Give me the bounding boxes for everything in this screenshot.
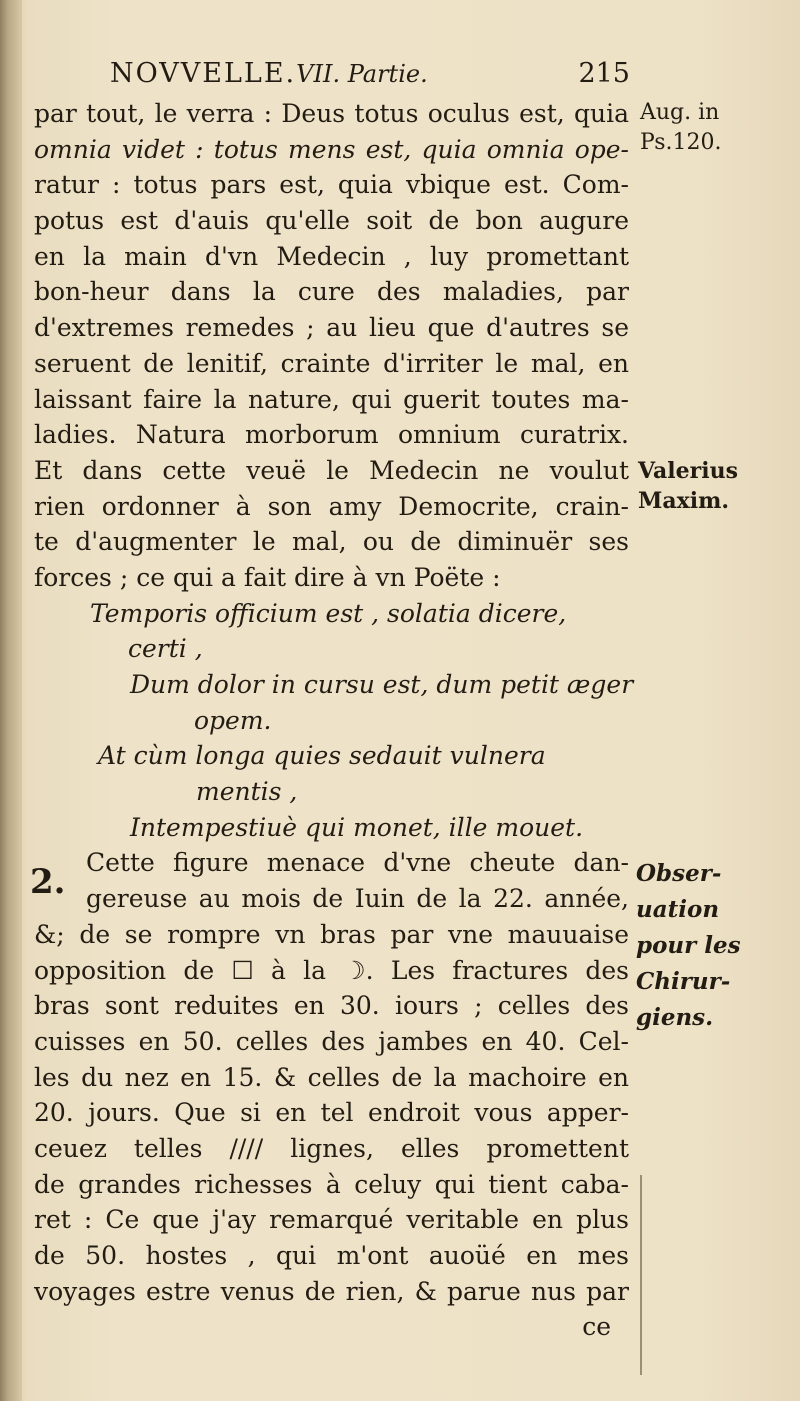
running-header xyxy=(110,58,630,98)
text-line: cuisses en 50. celles des jambes en 40. Cel- xyxy=(34,1026,629,1056)
text-line: rien ordonner à son amy Democrite, crain- xyxy=(34,491,629,521)
text-line: en la main d'vn Medecin , luy promettant xyxy=(34,241,629,271)
text-line: bon-heur dans la cure des maladies, par xyxy=(34,277,629,307)
margin-note-line: Maxim. xyxy=(638,488,730,514)
margin-note-line: giens. xyxy=(636,1004,714,1031)
text-line: opposition de ☐ à la ☽. Les fractures des xyxy=(34,955,629,985)
margin-note-line: uation xyxy=(636,896,720,923)
running-part: VII. Partie. xyxy=(296,60,428,88)
text-line: bras sont reduites en 30. iours ; celles des xyxy=(34,991,629,1021)
verse-line: opem. xyxy=(194,705,272,735)
text-line: ret : Ce que j'ay remarqué veritable en plus xyxy=(34,1205,629,1235)
margin-note-valerius xyxy=(638,456,738,516)
margin-note-line: pour les xyxy=(636,932,741,959)
verse-line: Dum dolor in cursu est, dum petit æger xyxy=(130,670,634,699)
catchword: ce xyxy=(582,1312,611,1342)
verse-line: certi , xyxy=(128,634,203,664)
book-gutter xyxy=(0,0,22,1401)
text-line: gereuse au mois de Iuin de la 22. année, xyxy=(86,884,629,914)
margin-note-line: Ps.120. xyxy=(640,130,722,155)
section-number: 2. xyxy=(30,862,66,902)
text-line: seruent de lenitif, crainte d'irriter le mal, en xyxy=(34,348,629,378)
text-line: potus est d'auis qu'elle soit de bon augure xyxy=(34,206,629,236)
text-line: les du nez en 15. & celles de la machoire en xyxy=(34,1062,629,1092)
text-line: 20. jours. Que si en tel endroit vous apper- xyxy=(34,1098,629,1128)
margin-note-observation xyxy=(636,856,741,1036)
text-line: ladies. Natura morborum omnium curatrix. xyxy=(34,420,629,450)
text-line: Et dans cette veuë le Medecin ne voulut xyxy=(34,455,629,485)
text-line: de 50. hostes , qui m'ont auoüé en mes xyxy=(34,1241,629,1270)
verse-line: Intempestiuè qui monet, ille mouet. xyxy=(130,812,584,842)
running-title-text: NOVVELLE. xyxy=(110,58,297,89)
text-line: par tout, le verra : Deus totus oculus est, quia xyxy=(34,99,629,128)
main-text-block xyxy=(34,96,634,1345)
running-title xyxy=(110,58,428,89)
margin-note-augustine xyxy=(640,98,721,158)
margin-note-line: Obser- xyxy=(636,860,722,887)
margin-note-line: Aug. in xyxy=(640,100,720,125)
text-line: d'extremes remedes ; au lieu que d'autres se xyxy=(34,313,629,343)
text-line: ratur : totus pars est, quia vbique est. Com- xyxy=(34,170,629,200)
text-line: Cette figure menace d'vne cheute dan- xyxy=(86,848,629,878)
margin-note-line: Chirur- xyxy=(636,968,731,995)
text-line: te d'augmenter le mal, ou de diminuër ses xyxy=(34,527,629,557)
verse-line: At cùm longa quies sedauit vulnera xyxy=(98,741,546,771)
text-line: voyages estre venus de rien, & parue nus par xyxy=(34,1276,629,1306)
text-line: laissant faire la nature, qui guerit toutes ma- xyxy=(34,384,629,414)
text-line: ceuez telles //// lignes, elles promettent xyxy=(34,1133,629,1163)
text-line: de grandes richesses à celuy qui tient caba- xyxy=(34,1169,629,1199)
text-line: forces ; ce qui a fait dire à vn Poëte : xyxy=(34,562,501,592)
margin-rule xyxy=(640,1175,642,1375)
page-number: 215 xyxy=(578,58,630,89)
margin-note-line: Valerius xyxy=(638,458,738,484)
text-line: &; de se rompre vn bras par vne mauuaise xyxy=(34,919,629,949)
text-line: omnia videt : totus mens est, quia omnia ope- xyxy=(34,134,629,164)
verse-line: Temporis officium est , solatia dicere, xyxy=(90,598,567,628)
verse-line: mentis , xyxy=(196,777,298,807)
